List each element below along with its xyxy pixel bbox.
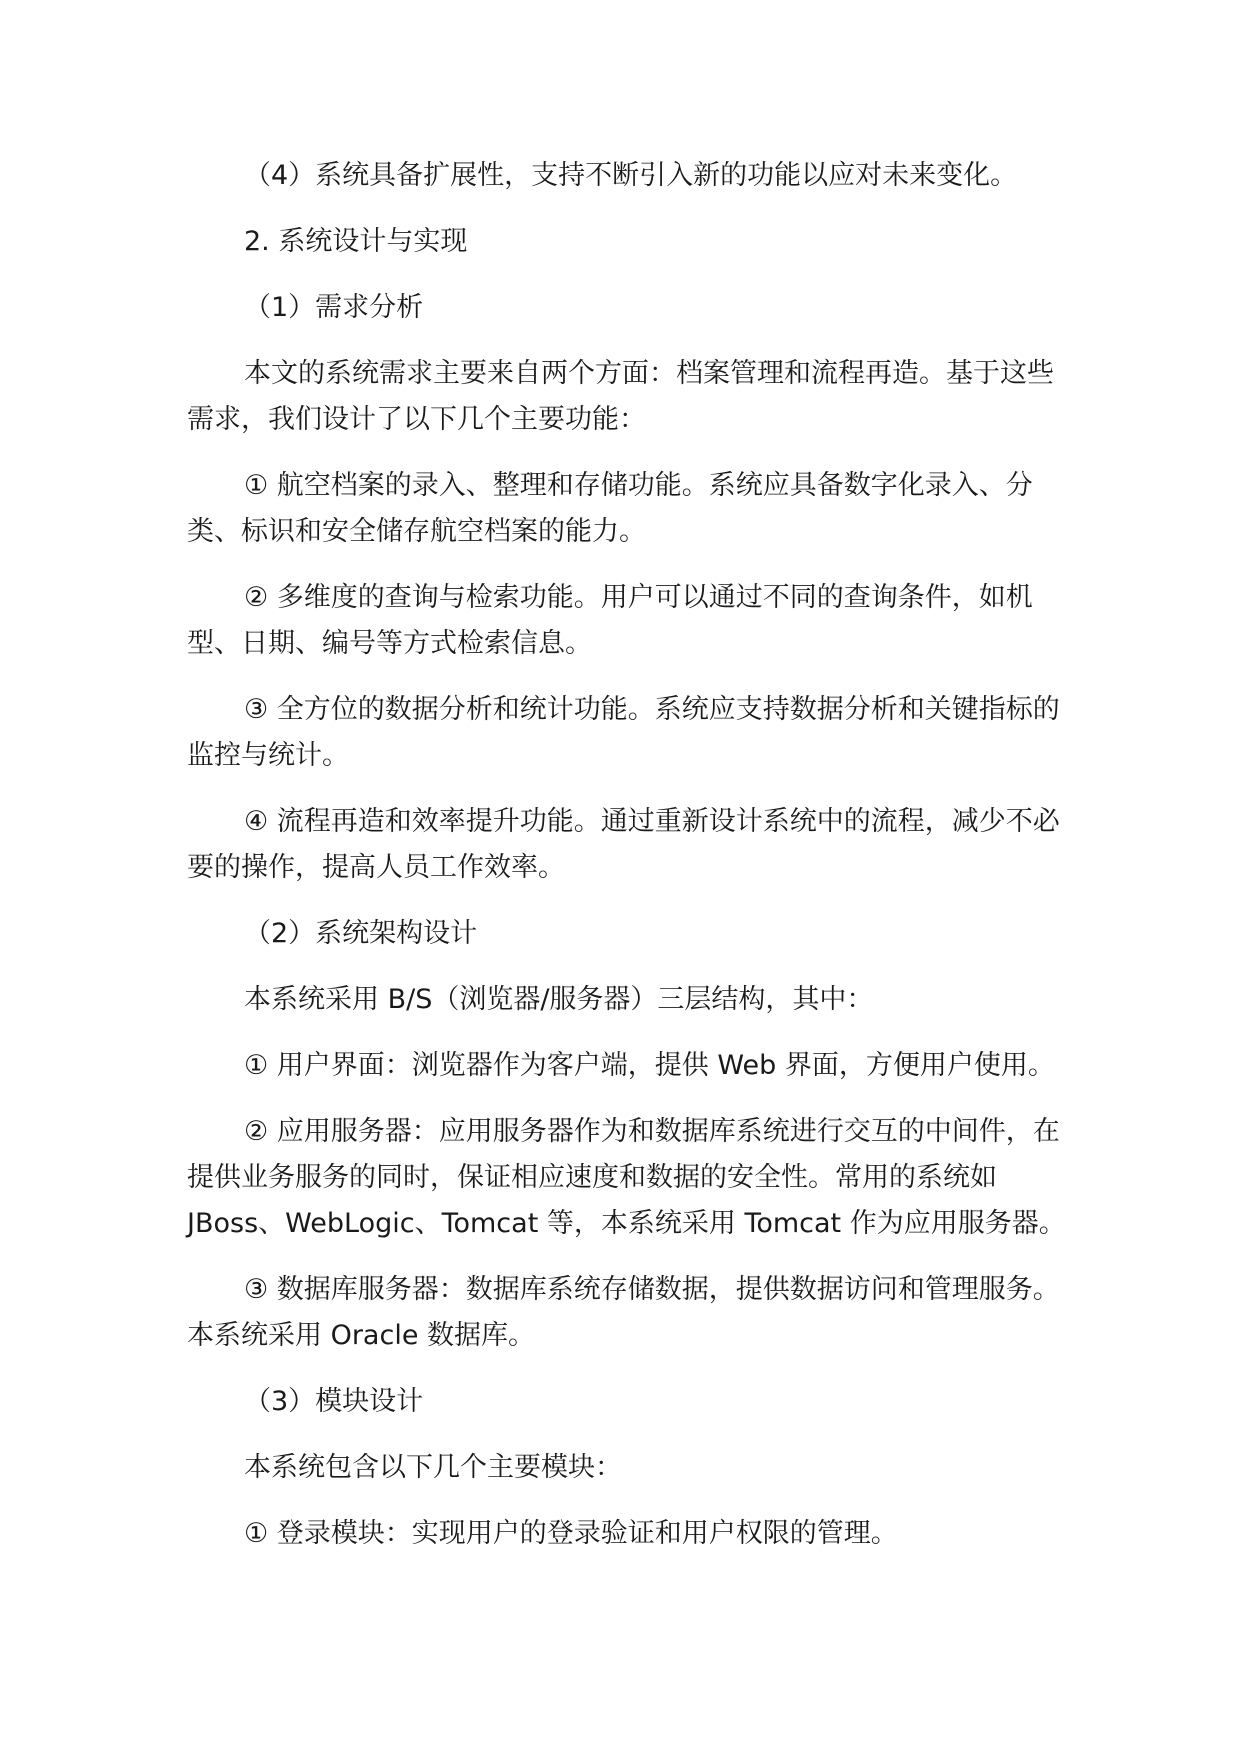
list-item-app-server: ② 应用服务器：应用服务器作为和数据库系统进行交互的中间件，在提供业务服务的同时，保证相应速度和数据的安全性。常用的系统如 JBoss、WebLogic、Tomcat 等，本系统采用 Tomcat 作为应用服务器。 xyxy=(187,1116,1066,1239)
list-item-db-server: ③ 数据库服务器：数据库系统存储数据，提供数据访问和管理服务。本系统采用 Oracle 数据库。 xyxy=(187,1274,1060,1351)
list-item-query: ② 多维度的查询与检索功能。用户可以通过不同的查询条件，如机型、日期、编号等方式检索信息。 xyxy=(187,582,1033,659)
section-heading-design: 2. 系统设计与实现 xyxy=(244,226,468,257)
subheading-requirements: （1）需求分析 xyxy=(244,292,424,323)
list-item-analysis: ③ 全方位的数据分析和统计功能。系统应支持数据分析和关键指标的监控与统计。 xyxy=(187,694,1060,771)
list-item-login-module: ① 登录模块：实现用户的登录验证和用户权限的管理。 xyxy=(244,1518,898,1549)
subheading-modules: （3）模块设计 xyxy=(244,1386,424,1417)
paragraph-requirements-intro: 本文的系统需求主要来自两个方面：档案管理和流程再造。基于这些需求，我们设计了以下几个主要功能： xyxy=(187,358,1054,435)
subheading-architecture: （2）系统架构设计 xyxy=(244,918,478,949)
list-item-process: ④ 流程再造和效率提升功能。通过重新设计系统中的流程，减少不必要的操作，提高人员工作效率。 xyxy=(187,806,1060,883)
paragraph-architecture-intro: 本系统采用 B/S（浏览器/服务器）三层结构，其中： xyxy=(244,984,874,1015)
document-body xyxy=(187,153,1067,1577)
paragraph-modules-intro: 本系统包含以下几个主要模块： xyxy=(244,1452,622,1483)
list-item-ui-layer: ① 用户界面：浏览器作为客户端，提供 Web 界面，方便用户使用。 xyxy=(244,1050,1055,1081)
paragraph-scalability: （4）系统具备扩展性，支持不断引入新的功能以应对未来变化。 xyxy=(244,160,1018,191)
list-item-archive-entry: ① 航空档案的录入、整理和存储功能。系统应具备数字化录入、分类、标识和安全储存航空档案的能力。 xyxy=(187,470,1033,547)
